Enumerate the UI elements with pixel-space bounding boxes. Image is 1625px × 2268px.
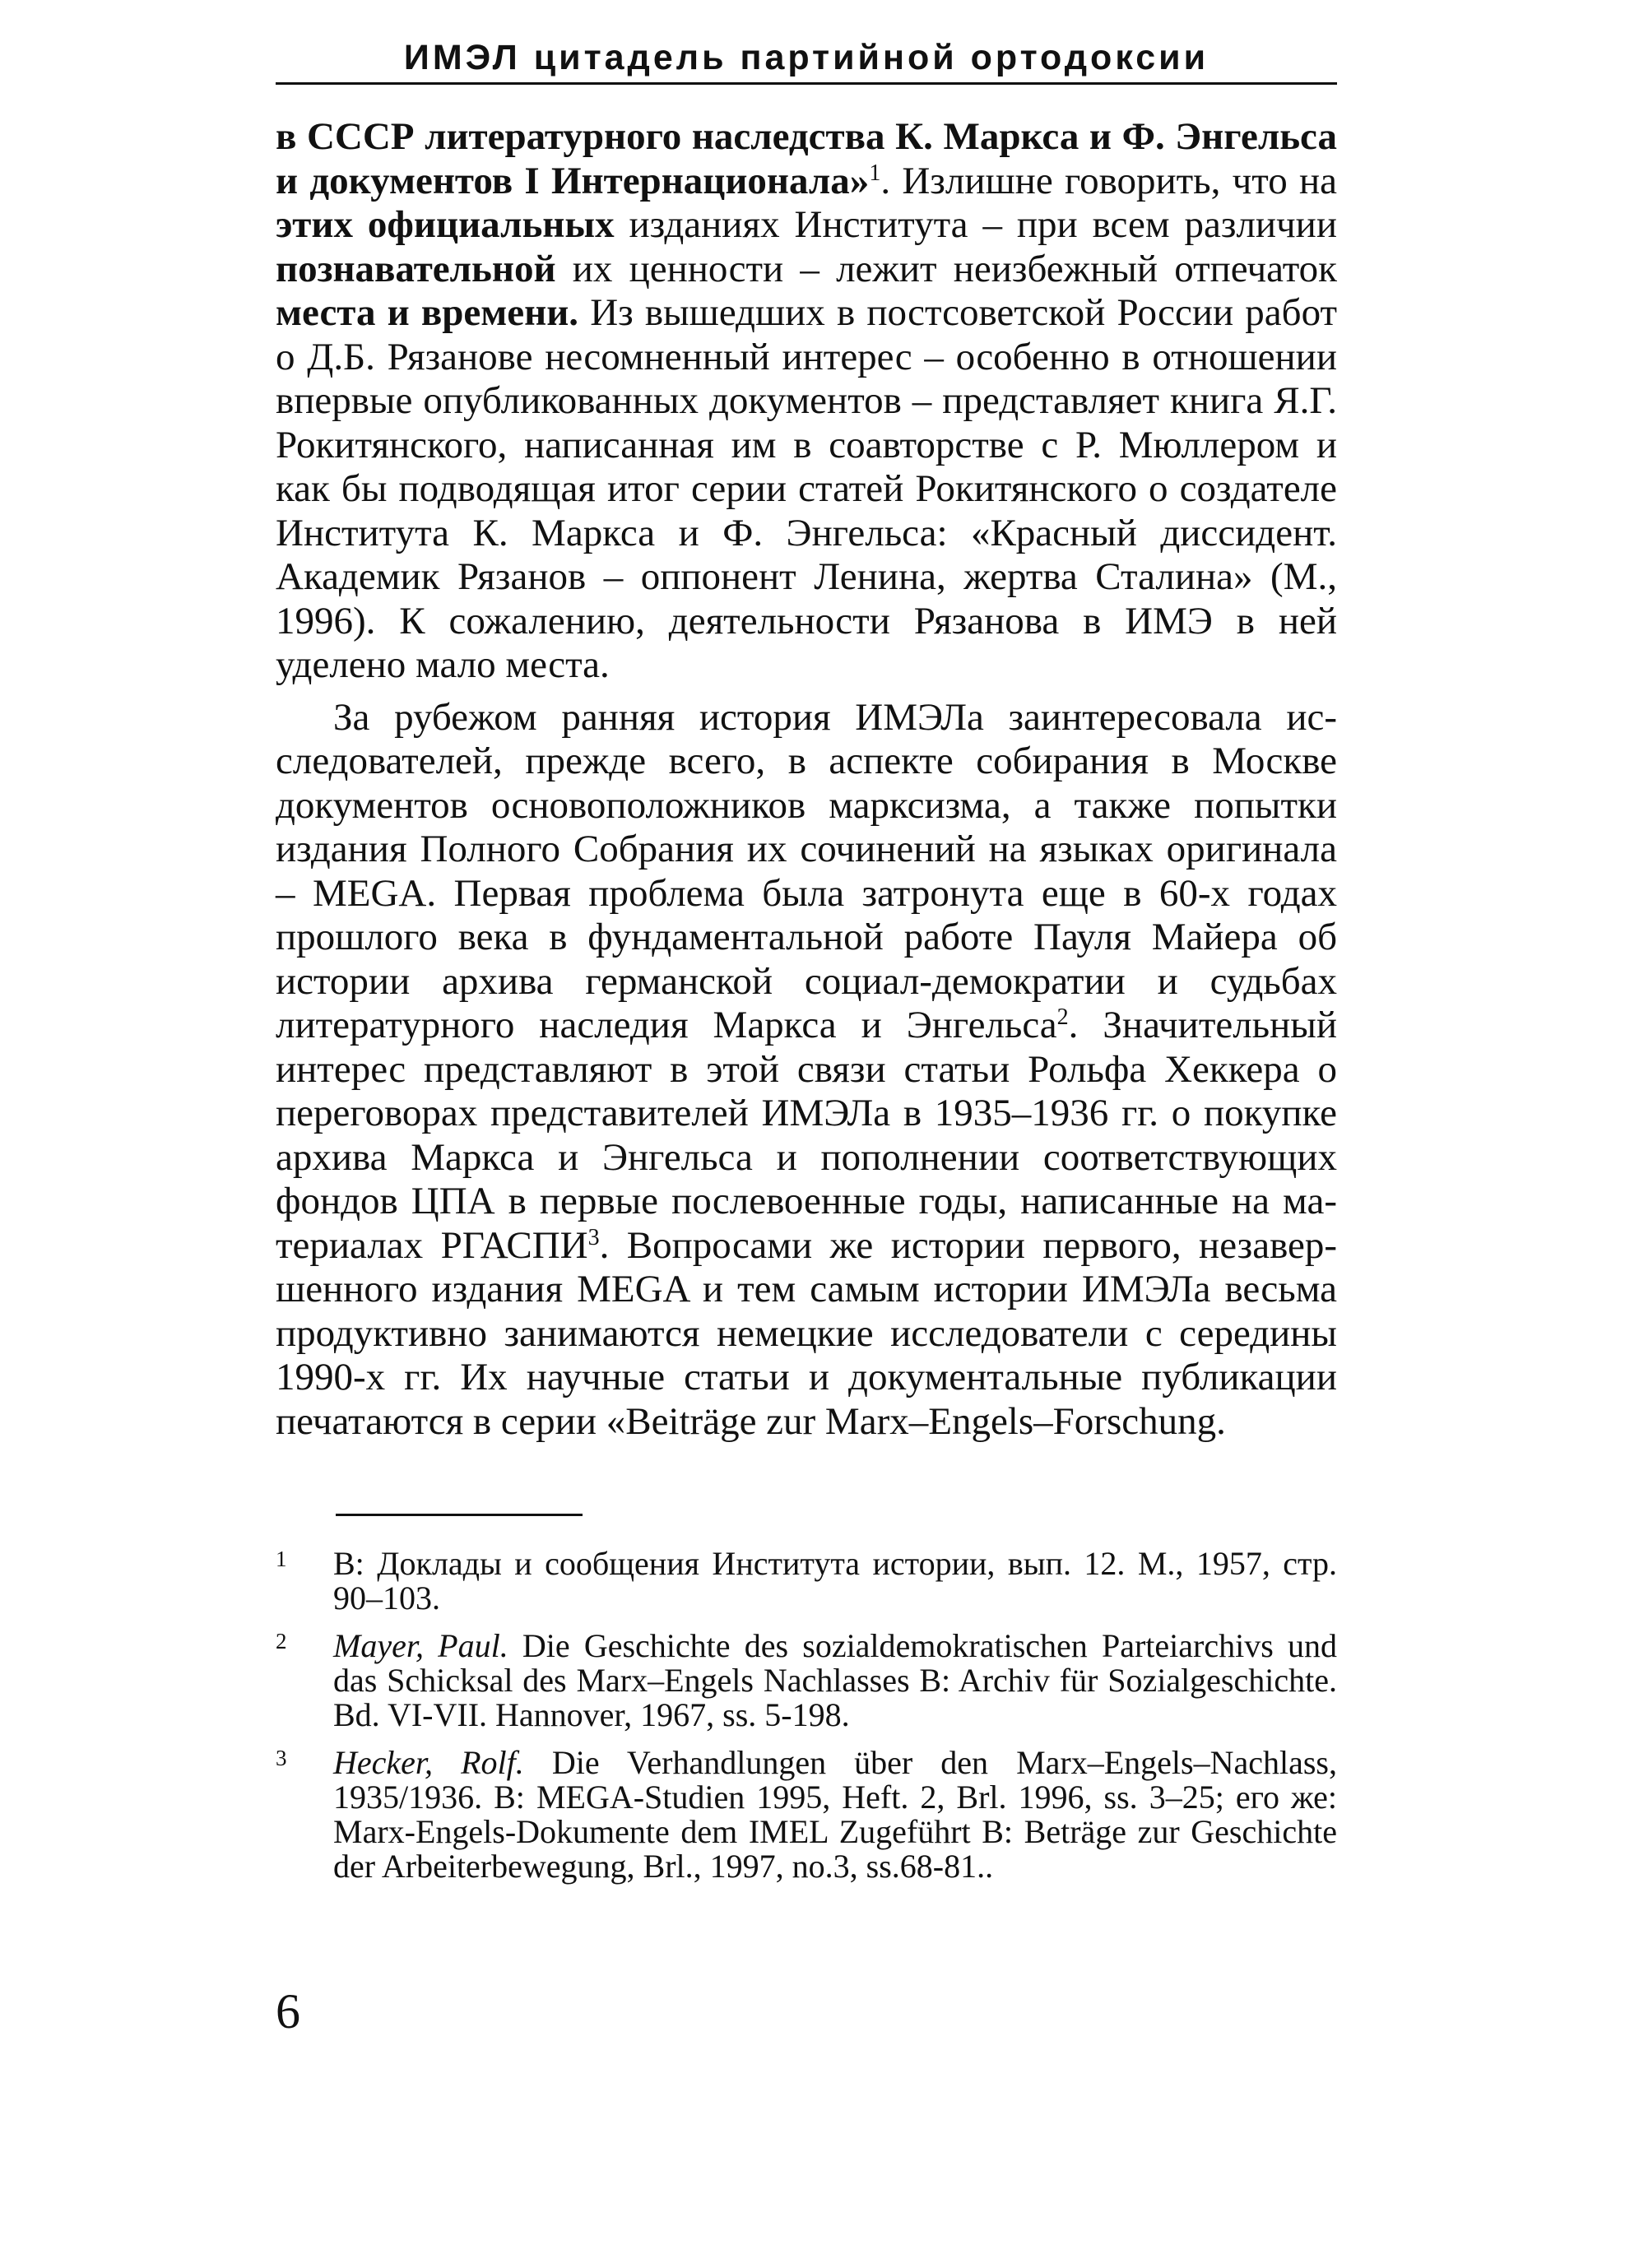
- paragraph-1-text-c: их ценности – лежит неизбежный отпечаток: [555, 247, 1337, 290]
- footnote-author: Hecker, Rolf.: [333, 1744, 524, 1781]
- footnote-ref-1: 1: [869, 160, 881, 186]
- footnote-rule: [336, 1514, 583, 1516]
- paragraph-1-bold-mid3: места и времени.: [276, 291, 579, 334]
- footnote-text: Die Geschichte des sozialdemokratischen Parteiarchivs und das Schicksal des Marx–Engels Nachlasses B: Archiv für Sozialgeschichte. Bd. VI-VII. Hannover, 1967, ss. 5-198.: [333, 1627, 1337, 1733]
- paragraph-2-text-c: . Вопросами же истории первого, незавершенного издания MEGA и тем самым истории ИМЭЛа весьма продуктивно занимаются немецкие исследователи с середины 1990-х гг. Их научные статьи и документальные публикации печатаются в серии «Beiträge zur Marx–Engels–Forschung.: [276, 1223, 1337, 1443]
- footnote-2: [276, 1629, 1337, 1732]
- page-number: 6: [276, 1984, 300, 2038]
- paragraph-1-bold-lead: в СССР литературного наследства К. Маркса и Ф. Энгельса и документов I Интернационала»: [276, 115, 1337, 202]
- paragraph-1-text-d: Из вышедших в постсоветской России работ о Д.Б. Рязанове несомненный интерес – особенно в отношении впервые опубликованных документов – представляет книга Я.Г. Рокитянского, написанная им в соавторстве с Р. Мюллером и как бы подводящая итог серии статей Рокитянского о создателе Института К. Маркса и Ф. Энгельса: «Красный диссидент. Академик Рязанов – оппонент Ленина, жертва Сталина» (М., 1996). К сожалению, деятельности Рязанова в ИМЭ в ней уделено мало места.: [276, 291, 1337, 686]
- running-head: ИМЭЛ цитадель партийной ортодоксии: [403, 38, 1209, 77]
- footnote-1: [276, 1547, 1337, 1616]
- paragraph-1-text-a: . Излишне говорить, что на: [880, 159, 1338, 202]
- paragraph-2: [276, 696, 1337, 1445]
- footnote-number: 2: [276, 1629, 287, 1653]
- footnote-ref-3: 3: [587, 1224, 600, 1250]
- footnote-ref-2: 2: [1056, 1004, 1069, 1030]
- paragraph-1: [276, 115, 1337, 688]
- paragraph-2-text-b: . Значительный интерес представляют в этой связи статьи Рольфа Хеккера о переговорах представителей ИМЭЛа в 1935–1936 гг. о покупке архива Маркса и Энгельса и пополнении соответствующих фондов ЦПА в первые послевоенные годы, написанные на материалах РГАСПИ: [276, 1004, 1338, 1267]
- header-rule: [276, 82, 1337, 85]
- footnote-number: 1: [276, 1547, 287, 1571]
- main-text: [276, 115, 1337, 1444]
- footnotes: [276, 1547, 1337, 1897]
- footnote-text: Die Verhandlungen über den Marx–Engels–Nachlass, 1935/1936. B: MEGA-Studien 1995, Heft. 2, Brl. 1996, ss. 3–25; его же: Marx-Engels-Dokumente dem IMEL Zugeführt B: Beträge zur Geschichte der Arbeiterbewegung, Brl., 1997, no.3, ss.68-81..: [333, 1744, 1337, 1885]
- paragraph-2-text-a: За рубежом ранняя история ИМЭЛа заинтересовала исследователей, прежде всего, в аспекте собирания в Москве документов основоположников марксизма, а также попытки издания Полного Собрания их сочинений на языках оригинала – MEGA. Первая проблема была затронута еще в 60-х годах прошлого века в фундаментальной работе Пауля Майера об истории архива германской социал-демократии и судьбах литературного наследия Маркса и Энгельса: [276, 695, 1337, 1046]
- footnote-number: 3: [276, 1746, 287, 1770]
- paragraph-1-bold-mid2: познавательной: [276, 247, 556, 290]
- footnote-text: В: Доклады и сообщения Института истории, вып. 12. М., 1957, стр. 90–103.: [333, 1545, 1337, 1616]
- paragraph-1-text-b: изданиях Института – при всем различии: [614, 203, 1337, 246]
- paragraph-1-bold-mid: этих официальных: [276, 203, 615, 246]
- footnote-3: [276, 1746, 1337, 1884]
- footnote-author: Mayer, Paul.: [333, 1627, 508, 1664]
